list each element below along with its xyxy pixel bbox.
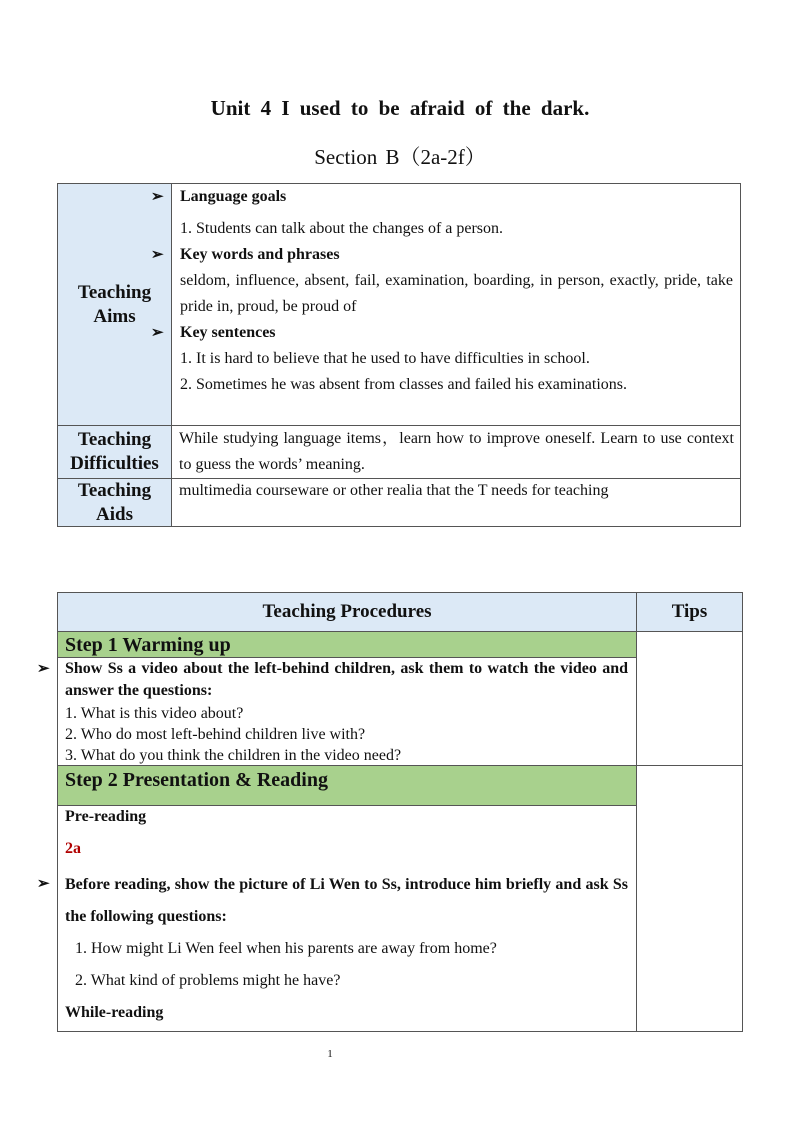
column-divider	[171, 184, 172, 526]
activity-2a-label: 2a	[65, 840, 81, 857]
key-words-text: seldom, influence, absent, fail, examination, boarding, in person, exactly, pride, take pride in, proud, be proud of	[180, 272, 733, 315]
bullet-arrow-icon: ➢	[151, 189, 164, 205]
step2-question-2: 2. What kind of problems might he have?	[75, 972, 341, 989]
teaching-aids-label: Teaching Aids	[58, 479, 171, 526]
language-goals-item: 1. Students can talk about the changes of a person.	[180, 220, 504, 237]
aids-text: multimedia courseware or other realia that the T needs for teaching	[179, 482, 609, 499]
while-reading-label: While-reading	[65, 1004, 164, 1021]
tips-header: Tips	[637, 593, 742, 631]
step2-heading: Step 2 Presentation & Reading	[58, 766, 636, 805]
step1-instruction: Show Ss a video about the left-behind children, ask them to watch the video and answer the questions:	[65, 660, 628, 699]
teaching-difficulties-label: Teaching Difficulties	[58, 426, 171, 478]
step2-instruction: Before reading, show the picture of Li Wen to Ss, introduce him briefly and ask Ss the following questions:	[65, 876, 628, 925]
key-words-heading: Key words and phrases	[180, 246, 340, 263]
key-sentence-1: 1. It is hard to believe that he used to have difficulties in school.	[180, 350, 590, 367]
language-goals-heading: Language goals	[180, 188, 287, 205]
bullet-arrow-icon: ➢	[151, 247, 164, 263]
teaching-aims-label: Teaching Aims	[58, 184, 171, 425]
pre-reading-label: Pre-reading	[65, 808, 147, 825]
page-number: 1	[327, 1048, 333, 1060]
bullet-arrow-icon: ➢	[151, 325, 164, 341]
bullet-arrow-icon: ➢	[37, 661, 50, 677]
step1-question-1: 1. What is this video about?	[65, 705, 244, 722]
step2-question-1: 1. How might Li Wen feel when his parents are away from home?	[75, 940, 497, 957]
step1-heading: Step 1 Warming up	[58, 632, 636, 657]
section-subtitle: Section B（2a-2f）	[314, 145, 486, 169]
procedures-header: Teaching Procedures	[58, 593, 636, 631]
key-sentences-heading: Key sentences	[180, 324, 276, 341]
document-title: Unit 4 I used to be afraid of the dark.	[210, 96, 590, 120]
difficulties-text: While studying language items，learn how to improve oneself. Learn to use context to guess the words’ meaning.	[179, 430, 735, 473]
step1-question-2: 2. Who do most left-behind children live with?	[65, 726, 366, 743]
step1-question-3: 3. What do you think the children in the video need?	[65, 747, 402, 764]
bullet-arrow-icon: ➢	[37, 876, 50, 892]
key-sentence-2: 2. Sometimes he was absent from classes and failed his examinations.	[180, 376, 628, 393]
teaching-procedures-table	[37, 592, 743, 1032]
teaching-info-table	[57, 183, 741, 527]
